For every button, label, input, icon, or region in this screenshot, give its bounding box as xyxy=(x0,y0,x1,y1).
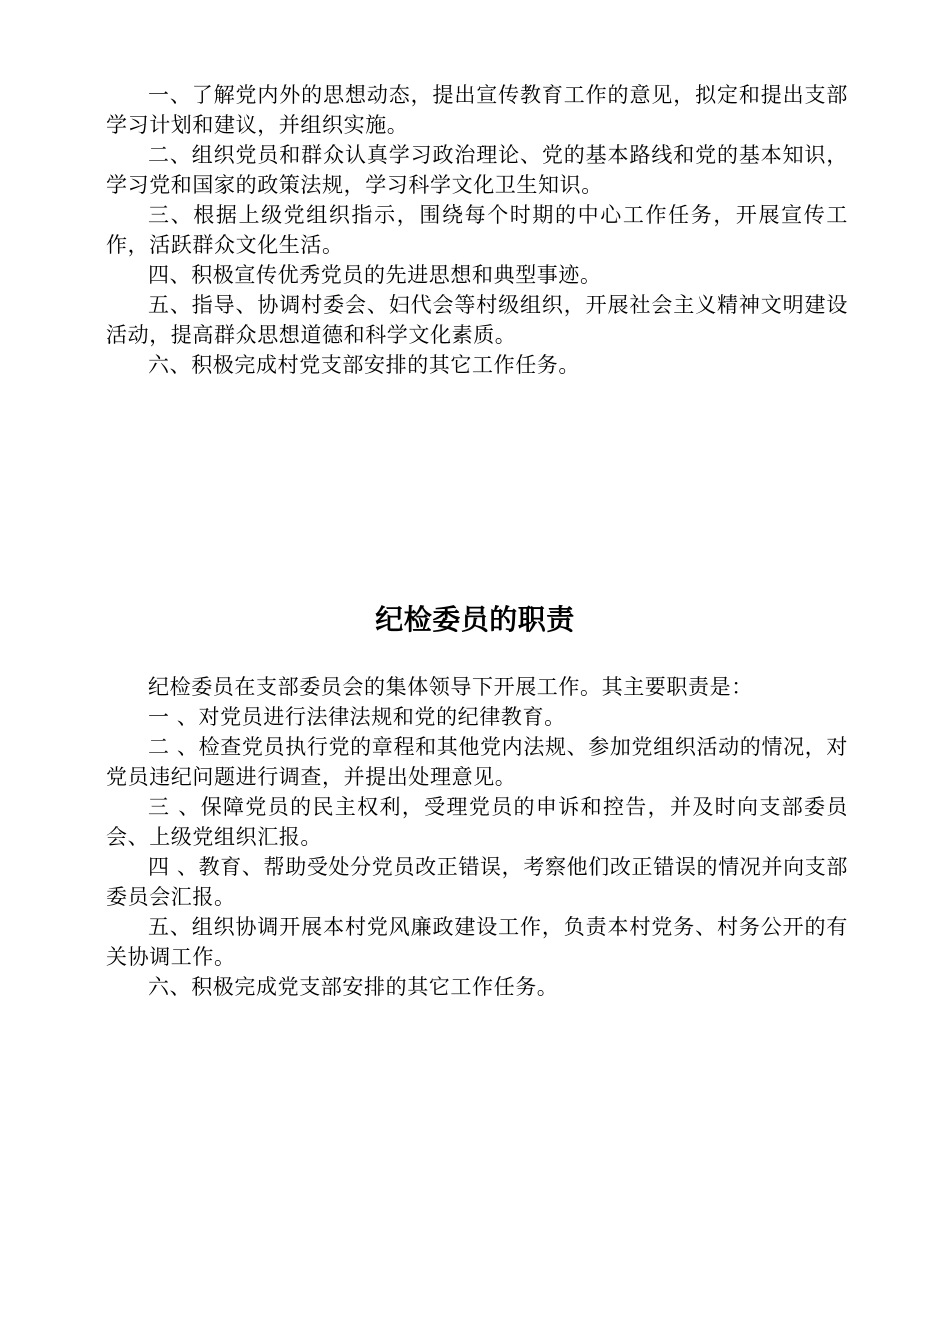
discipline-duties-section xyxy=(106,672,848,1002)
discipline-paragraph-2: 二 、检查党员执行党的章程和其他党内法规、参加党组织活动的情况，对党员违纪问题进行调查，并提出处理意见。 xyxy=(106,735,848,789)
section-title: 纪检委员的职责 xyxy=(375,603,575,636)
intro-paragraph: 纪检委员在支部委员会的集体领导下开展工作。其主要职责是： xyxy=(148,675,753,699)
discipline-paragraph-6: 六、积极完成党支部安排的其它工作任务。 xyxy=(148,975,559,999)
propaganda-duties-section xyxy=(106,80,848,380)
discipline-paragraph-3: 三 、保障党员的民主权利，受理党员的申诉和控告，并及时向支部委员会、上级党组织汇报。 xyxy=(106,795,848,849)
duty-paragraph-2: 二、组织党员和群众认真学习政治理论、党的基本路线和党的基本知识，学习党和国家的政策法规，学习科学文化卫生知识。 xyxy=(106,143,848,197)
duty-paragraph-3: 三、根据上级党组织指示，围绕每个时期的中心工作任务，开展宣传工作，活跃群众文化生活。 xyxy=(106,203,848,257)
discipline-paragraph-4: 四 、教育、帮助受处分党员改正错误，考察他们改正错误的情况并向支部委员会汇报。 xyxy=(106,855,848,909)
discipline-paragraph-1: 一 、对党员进行法律法规和党的纪律教育。 xyxy=(148,705,566,729)
duty-paragraph-6: 六、积极完成村党支部安排的其它工作任务。 xyxy=(148,353,580,377)
duty-paragraph-4: 四、积极宣传优秀党员的先进思想和典型事迹。 xyxy=(148,263,602,287)
duty-paragraph-1: 一、了解党内外的思想动态，提出宣传教育工作的意见，拟定和提出支部学习计划和建议，并组织实施。 xyxy=(106,83,848,137)
duty-paragraph-5: 五、指导、协调村委会、妇代会等村级组织，开展社会主义精神文明建设活动，提高群众思想道德和科学文化素质。 xyxy=(106,293,848,347)
discipline-paragraph-5: 五、组织协调开展本村党风廉政建设工作，负责本村党务、村务公开的有关协调工作。 xyxy=(106,915,848,969)
